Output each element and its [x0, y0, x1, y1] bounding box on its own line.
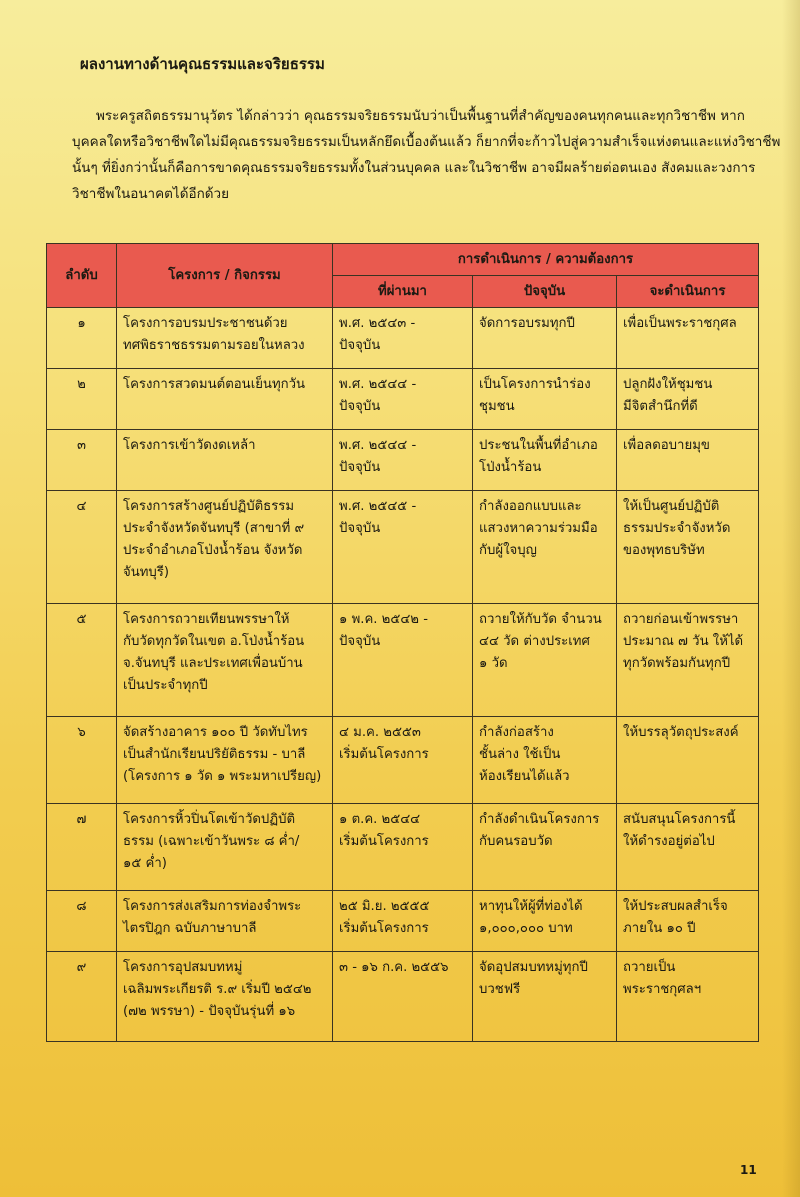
cell-line: เป็นประจำทุกปี: [123, 678, 208, 693]
cell-future: [617, 717, 759, 804]
cell-line: จัดอุปสมบทหมู่ทุกปี: [479, 960, 588, 975]
table-row: [47, 491, 759, 604]
cell-past: [333, 308, 473, 369]
cell-line: กำลังก่อสร้าง: [479, 725, 554, 740]
cell-line: พระราชกุศลฯ: [623, 982, 702, 997]
cell-line: ๔ ม.ค. ๒๕๕๓: [339, 725, 421, 740]
cell-project: [117, 430, 333, 491]
cell-line: ๑๕ ค่ำ): [123, 856, 167, 871]
cell-line: กำลังออกแบบและ: [479, 499, 582, 514]
cell-line: โครงการส่งเสริมการท่องจำพระ: [123, 899, 302, 914]
cell-line: จัดสร้างอาคาร ๑๐๐ ปี วัดทับไทร: [123, 725, 308, 740]
cell-present: [473, 891, 617, 952]
table-row: [47, 308, 759, 369]
table-header-row: [47, 244, 759, 276]
table-row: [47, 952, 759, 1042]
cell-line: เริ่มต้นโครงการ: [339, 834, 429, 849]
cell-future: [617, 891, 759, 952]
cell-line: ภายใน ๑๐ ปี: [623, 921, 696, 936]
header-present: ปัจจุบัน: [473, 276, 617, 308]
cell-project: [117, 604, 333, 717]
cell-project: [117, 804, 333, 891]
cell-line: กับวัดทุกวัดในเขต อ.โป่งน้ำร้อน: [123, 634, 305, 649]
cell-line: กำลังดำเนินโครงการ: [479, 812, 600, 827]
cell-line: พ.ศ. ๒๕๔๓ -: [339, 316, 416, 331]
table-row: [47, 717, 759, 804]
header-future: จะดำเนินการ: [617, 276, 759, 308]
cell-line: จันทบุรี): [123, 565, 170, 580]
cell-line: โป่งน้ำร้อน: [479, 460, 542, 475]
cell-order: ๖: [47, 717, 117, 804]
cell-line: ปัจจุบัน: [339, 460, 381, 475]
cell-order: ๕: [47, 604, 117, 717]
section-heading: ผลงานทางด้านคุณธรรมและจริยธรรม: [80, 55, 325, 73]
header-operation: การดำเนินการ / ความต้องการ: [333, 244, 759, 276]
cell-line: โครงการหิ้วปิ่นโตเข้าวัดปฏิบัติ: [123, 812, 296, 827]
cell-future: [617, 952, 759, 1042]
table-row: [47, 604, 759, 717]
intro-line: วิชาชีพในอนาคตได้อีกด้วย: [72, 186, 230, 202]
page-edge-shadow: [782, 0, 800, 1197]
cell-line: จัดการอบรมทุกปี: [479, 316, 575, 331]
header-project: โครงการ / กิจกรรม: [117, 244, 333, 308]
cell-line: ปัจจุบัน: [339, 521, 381, 536]
cell-line: เป็นสำนักเรียนปริยัติธรรม - บาลี: [123, 747, 306, 762]
cell-future: [617, 804, 759, 891]
cell-line: บวชฟรี: [479, 982, 521, 997]
cell-line: ทุกวัดพร้อมกันทุกปี: [623, 656, 731, 671]
cell-line: ให้ประสบผลสำเร็จ: [623, 899, 728, 914]
cell-line: เพื่อลดอบายมุข: [623, 438, 710, 453]
cell-project: [117, 491, 333, 604]
cell-past: [333, 604, 473, 717]
cell-line: ๑ พ.ค. ๒๕๔๒ -: [339, 612, 428, 627]
cell-project: [117, 308, 333, 369]
cell-line: ๒๕ มิ.ย. ๒๕๕๕: [339, 899, 430, 914]
cell-line: ให้เป็นศูนย์ปฏิบัติ: [623, 499, 720, 514]
cell-line: โครงการเข้าวัดงดเหล้า: [123, 438, 256, 453]
table-row: [47, 369, 759, 430]
table-row: [47, 891, 759, 952]
cell-line: ๑ วัด: [479, 656, 508, 671]
cell-line: สนับสนุนโครงการนี้: [623, 812, 736, 827]
cell-order: ๑: [47, 308, 117, 369]
cell-line: พ.ศ. ๒๕๔๕ -: [339, 499, 417, 514]
cell-past: [333, 430, 473, 491]
cell-project: [117, 369, 333, 430]
cell-order: ๘: [47, 891, 117, 952]
cell-present: [473, 604, 617, 717]
cell-future: [617, 308, 759, 369]
table-row: [47, 804, 759, 891]
page-number: 11: [740, 1163, 757, 1177]
cell-line: ให้บรรลุวัตถุประสงค์: [623, 725, 739, 740]
cell-past: [333, 952, 473, 1042]
cell-line: ประจำอำเภอโป่งน้ำร้อน จังหวัด: [123, 543, 303, 558]
cell-line: ถวายให้กับวัด จำนวน: [479, 612, 602, 627]
intro-line: บุคคลใดหรือวิชาชีพใดไม่มีคุณธรรมจริยธรรมเป็นหลักยึดเบื้องต้นแล้ว ก็ยากที่จะก้าวไปสู่ความสำเร็จแห่งตนและแห่งวิชาชีพ: [72, 134, 781, 150]
cell-order: ๔: [47, 491, 117, 604]
intro-line: นั้นๆ ที่ยิ่งกว่านั้นก็คือการขาดคุณธรรมจริยธรรมทั้งในส่วนบุคคล และในวิชาชีพ อาจมีผลร้ายต่อตนเอง สังคมและวงการ: [72, 160, 756, 176]
cell-project: [117, 952, 333, 1042]
cell-line: โครงการสวดมนต์ตอนเย็นทุกวัน: [123, 377, 306, 392]
cell-line: กับผู้ใจบุญ: [479, 543, 537, 558]
cell-line: เป็นโครงการนำร่อง: [479, 377, 591, 392]
cell-present: [473, 308, 617, 369]
cell-line: จ.จันทบุรี และประเทศเพื่อนบ้าน: [123, 656, 303, 671]
cell-line: กับคนรอบวัด: [479, 834, 553, 849]
cell-line: เพื่อเป็นพระราชกุศล: [623, 316, 737, 331]
cell-present: [473, 430, 617, 491]
cell-future: [617, 430, 759, 491]
cell-line: ของพุทธบริษัท: [623, 543, 705, 558]
cell-present: [473, 717, 617, 804]
cell-line: โครงการถวายเทียนพรรษาให้: [123, 612, 290, 627]
cell-line: เริ่มต้นโครงการ: [339, 747, 429, 762]
cell-past: [333, 369, 473, 430]
cell-line: (๗๒ พรรษา) - ปัจจุบันรุ่นที่ ๑๖: [123, 1004, 296, 1019]
cell-line: ปัจจุบัน: [339, 399, 381, 414]
header-past: ที่ผ่านมา: [333, 276, 473, 308]
cell-line: ธรรม (เฉพาะเข้าวันพระ ๘ ค่ำ/: [123, 834, 300, 849]
cell-line: โครงการสร้างศูนย์ปฏิบัติธรรม: [123, 499, 295, 514]
cell-order: ๗: [47, 804, 117, 891]
cell-past: [333, 717, 473, 804]
cell-line: ปลูกฝังให้ชุมชน: [623, 377, 713, 392]
cell-line: ประชนในพื้นที่อำเภอ: [479, 438, 598, 453]
cell-line: พ.ศ. ๒๕๔๔ -: [339, 438, 417, 453]
cell-line: ๔๔ วัด ต่างประเทศ: [479, 634, 590, 649]
cell-line: ปัจจุบัน: [339, 338, 381, 353]
cell-line: ชุมชน: [479, 399, 515, 414]
cell-line: มีจิตสำนึกที่ดี: [623, 399, 698, 414]
cell-past: [333, 491, 473, 604]
cell-line: ประมาณ ๗ วัน ให้ได้: [623, 634, 744, 649]
cell-project: [117, 717, 333, 804]
cell-line: ปัจจุบัน: [339, 634, 381, 649]
cell-past: [333, 891, 473, 952]
cell-line: หาทุนให้ผู้ที่ท่องได้: [479, 899, 583, 914]
cell-future: [617, 604, 759, 717]
cell-line: ถวายเป็น: [623, 960, 676, 975]
intro-paragraph: [72, 103, 781, 207]
cell-line: ถวายก่อนเข้าพรรษา: [623, 612, 739, 627]
cell-line: ๓ - ๑๖ ก.ค. ๒๕๕๖: [339, 960, 449, 975]
cell-future: [617, 369, 759, 430]
cell-present: [473, 491, 617, 604]
cell-line: ๑,๐๐๐,๐๐๐ บาท: [479, 921, 573, 936]
cell-past: [333, 804, 473, 891]
cell-order: ๒: [47, 369, 117, 430]
cell-line: เริ่มต้นโครงการ: [339, 921, 429, 936]
intro-line: พระครูสถิตธรรมานุวัตร ได้กล่าวว่า คุณธรรมจริยธรรมนับว่าเป็นพื้นฐานที่สำคัญของคนทุกคนและทุกวิชาชีพ หาก: [96, 108, 745, 124]
header-order: ลำดับ: [47, 244, 117, 308]
cell-order: ๙: [47, 952, 117, 1042]
cell-line: ๑ ต.ค. ๒๕๔๔: [339, 812, 421, 827]
projects-table: [46, 243, 759, 1042]
cell-present: [473, 804, 617, 891]
cell-line: ให้ดำรงอยู่ต่อไป: [623, 834, 715, 849]
cell-line: ประจำจังหวัดจันทบุรี (สาขาที่ ๙: [123, 521, 305, 536]
cell-order: ๓: [47, 430, 117, 491]
cell-line: แสวงหาความร่วมมือ: [479, 521, 598, 536]
cell-present: [473, 369, 617, 430]
cell-line: ธรรมประจำจังหวัด: [623, 521, 731, 536]
cell-line: ชั้นล่าง ใช้เป็น: [479, 747, 561, 762]
cell-line: ไตรปิฎก ฉบับภาษาบาลี: [123, 921, 257, 936]
cell-line: โครงการอุปสมบทหมู่: [123, 960, 243, 975]
cell-line: ทศพิธราชธรรมตามรอยในหลวง: [123, 338, 305, 353]
cell-line: โครงการอบรมประชาชนด้วย: [123, 316, 288, 331]
cell-present: [473, 952, 617, 1042]
cell-project: [117, 891, 333, 952]
cell-line: เฉลิมพระเกียรติ ร.๙ เริ่มปี ๒๕๔๒: [123, 982, 312, 997]
cell-line: ห้องเรียนได้แล้ว: [479, 769, 570, 784]
cell-future: [617, 491, 759, 604]
table-body: [47, 308, 759, 1042]
table-row: [47, 430, 759, 491]
cell-line: พ.ศ. ๒๕๔๔ -: [339, 377, 417, 392]
cell-line: (โครงการ ๑ วัด ๑ พระมหาเปรียญ): [123, 769, 322, 784]
